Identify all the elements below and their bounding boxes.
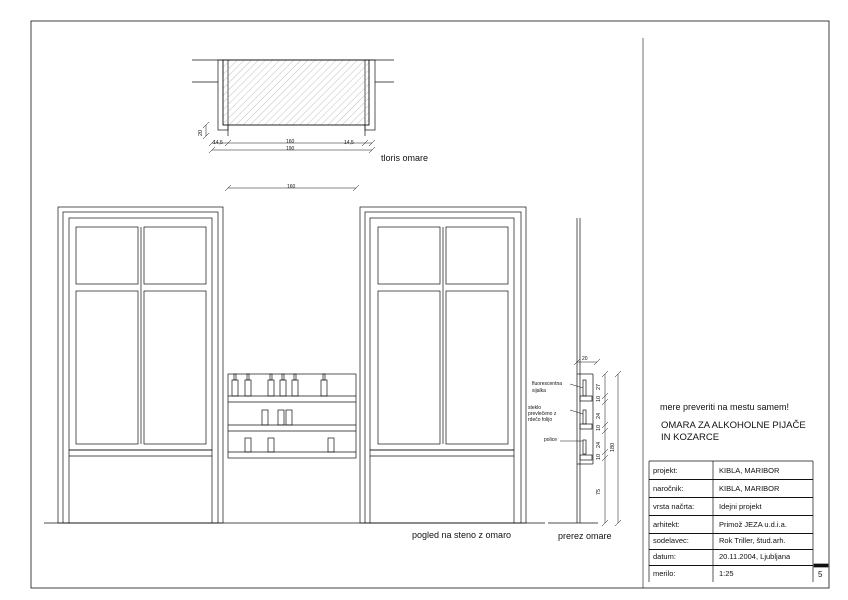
cabinet-plan-hatch (223, 60, 369, 125)
title-block-row-scale (649, 564, 813, 582)
plan-dim-side-right: 14,5 (344, 140, 354, 146)
plan-title: tloris omare (381, 153, 429, 163)
section-dim-3: 24 (596, 412, 602, 419)
title-block-key: naročnik: (653, 484, 684, 493)
title-block-key: projekt: (653, 466, 678, 475)
section-dim-depth: 20 (582, 356, 588, 362)
title-block-value: 1:25 (719, 569, 734, 578)
title-block-row-client (649, 479, 813, 498)
title-block-value: Rok Triller, štud.arh. (719, 536, 786, 545)
section-dim-2: 10 (596, 395, 602, 402)
check-note: mere preveriti na mestu samem! (660, 402, 790, 412)
bottles-top (232, 374, 327, 396)
elevation-view (44, 207, 545, 523)
sheet-number-mark (814, 564, 828, 567)
section-dim-1: 27 (596, 383, 602, 390)
elevation-title: pogled na steno z omaro (412, 530, 512, 540)
section-dim-total: 180 (610, 442, 616, 452)
section-dim-5: 24 (596, 441, 602, 448)
plan-view (192, 60, 394, 136)
plan-depth-dim: 20 (198, 129, 204, 136)
section-label-glass: steklo prevlečeno z rdečo folijo (528, 405, 557, 423)
title-block-key: arhitekt: (653, 520, 680, 529)
plan-dim-inner: 160 (286, 139, 295, 145)
title-block-row-project (649, 461, 813, 480)
drawing-title-line-2: IN KOZARCE (661, 432, 720, 443)
title-block-value: 20.11.2004, Ljubljana (719, 552, 791, 561)
section-label-shelf: police (544, 437, 558, 443)
drawing-title-line-1: OMARA ZA ALKOHOLNE PIJAČE (661, 420, 806, 431)
section-label-lamp: fluorescentna sijalka (532, 381, 563, 394)
title-block-value: KIBLA, MARIBOR (719, 484, 780, 493)
title-block-value: Primož JEZA u.d.i.a. (719, 520, 787, 529)
section-view (548, 218, 598, 523)
title-block-key: merilo: (653, 569, 676, 578)
title-block-value: KIBLA, MARIBOR (719, 466, 780, 475)
title-block-key: datum: (653, 552, 676, 561)
section-dim-7: 75 (596, 488, 602, 495)
title-block-value: Idejni projekt (719, 502, 762, 511)
section-dim-6: 10 (596, 453, 602, 460)
title-block-row-type (649, 497, 813, 516)
section-title: prerez omare (558, 531, 612, 541)
title-block-key: sodelavec: (653, 536, 689, 545)
sheet-number: 5 (818, 570, 823, 579)
plan-dim-total: 190 (286, 146, 295, 152)
section-dim-4: 10 (596, 424, 602, 431)
title-block-key: vrsta načrta: (653, 502, 695, 511)
elevation-dim-width: 160 (287, 184, 296, 190)
plan-dim-side-left: 14,5 (213, 140, 223, 146)
